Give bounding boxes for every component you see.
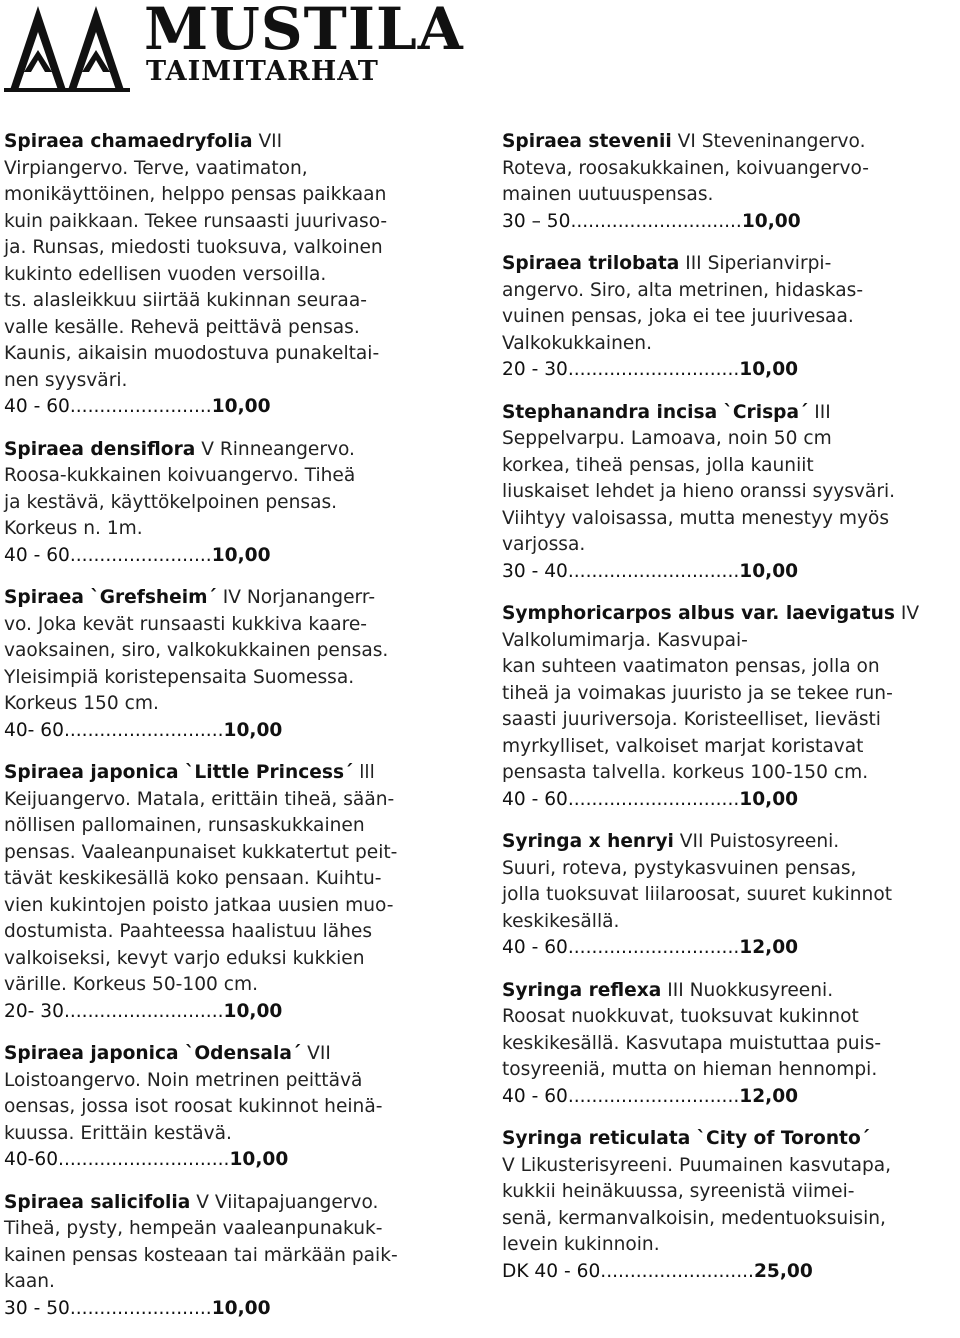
description-line: kan suhteen vaatimaton pensas, jolla on xyxy=(502,656,880,677)
description-line: oensas, jossa isot roosat kukinnot heinä- xyxy=(4,1096,383,1117)
entry-heading xyxy=(4,1041,456,1068)
description-line: nen syysväri. xyxy=(4,369,128,391)
plant-zone: IV Norjanangerr- xyxy=(222,587,376,608)
entry-heading xyxy=(502,251,954,278)
plant-zone: VII Puistosyreeni. xyxy=(679,831,840,852)
entry-heading xyxy=(502,829,954,856)
plant-zone: III Nuokkusyreeni. xyxy=(667,979,834,1001)
description-line: Loistoangervo. Noin metrinen peittävä xyxy=(4,1069,363,1091)
description-line: Tiheä, pysty, hempeän vaaleanpunakuk- xyxy=(4,1218,383,1239)
description-line: tosyreeniä, mutta on hieman hennompi. xyxy=(502,1059,878,1080)
plant-zone: VII xyxy=(258,131,283,152)
description-line: kainen pensas kosteaan tai märkään paik- xyxy=(4,1244,398,1266)
plant-entry xyxy=(502,129,954,235)
size-range: 30 – 50 xyxy=(502,210,571,232)
description-line: Yleisimpiä koristepensaita Suomessa. xyxy=(4,666,355,688)
description-line: saasti juuriversoja. Koristeelliset, lievästi xyxy=(502,709,881,730)
entry-heading xyxy=(502,400,954,427)
plant-name: Spiraea japonica `Little Princess´ xyxy=(4,762,354,783)
description-line: Suuri, roteva, pystykasvuinen pensas, xyxy=(502,857,857,879)
plant-name: Spiraea japonica `Odensala´ xyxy=(4,1043,302,1064)
plant-zone: III xyxy=(814,401,831,423)
description-line: V Likusterisyreeni. Puumainen kasvutapa, xyxy=(502,1154,892,1176)
logo-brand: MUSTILA xyxy=(144,0,464,63)
tree-pair-icon xyxy=(4,2,144,94)
leader-dots: ............................. xyxy=(567,560,740,582)
leader-dots: ............................. xyxy=(567,359,740,380)
description-line: pensas. Vaaleanpunaiset kukkatertut peit- xyxy=(4,841,398,863)
leader-dots: ............................. xyxy=(567,1085,740,1107)
description-line: Kaunis, aikaisin muodostuva punakeltai- xyxy=(4,343,380,364)
description-line: Roosat nuokkuvat, tuoksuvat kukinnot xyxy=(502,1006,859,1027)
price-row xyxy=(4,394,456,421)
price-row xyxy=(4,1147,456,1174)
plant-name: Stephanandra incisa `Crispa´ xyxy=(502,401,809,423)
plant-name: Syringa reticulata `City of Toronto´ xyxy=(502,1128,871,1149)
price-value: 12,00 xyxy=(739,1085,799,1107)
leader-dots: ............................. xyxy=(567,788,740,810)
size-range: 40 - 60 xyxy=(4,544,70,566)
entry-heading xyxy=(502,978,954,1005)
price-value: 10,00 xyxy=(223,719,283,741)
description-line: jolla tuoksuvat liilaroosat, suuret kukinnot xyxy=(502,884,892,905)
entry-heading xyxy=(4,129,456,156)
size-range: 30 - 40 xyxy=(502,560,568,582)
description-line: ja. Runsas, miedosti tuoksuva, valkoinen xyxy=(4,237,383,258)
entry-heading xyxy=(4,585,456,612)
plant-name: Symphoricarpos albus var. laevigatus xyxy=(502,603,895,624)
description-line: senä, kermanvalkoisin, medentuoksuisin, xyxy=(502,1207,886,1229)
left-column xyxy=(4,129,456,1338)
description-line: dostumista. Paahteessa haalistuu lähes xyxy=(4,921,373,942)
size-range: 20- 30 xyxy=(4,1000,64,1022)
description-line: vuinen pensas, joka ei tee juurivesaa. xyxy=(502,306,854,327)
plant-entry xyxy=(502,251,954,384)
leader-dots: ........................ xyxy=(69,396,212,417)
size-range: 40- 60 xyxy=(4,719,64,741)
plant-entry xyxy=(4,1041,456,1174)
size-range: 40-60 xyxy=(4,1149,59,1170)
description-line: vo. Joka kevät runsaasti kukkiva kaare- xyxy=(4,613,367,635)
price-value: 25,00 xyxy=(753,1260,813,1282)
description-line: kuussa. Erittäin kestävä. xyxy=(4,1122,232,1144)
price-row xyxy=(502,1084,954,1111)
leader-dots: ........................... xyxy=(63,1000,224,1022)
size-range: 40 - 60 xyxy=(502,1085,568,1107)
description-line: Roteva, roosakukkainen, koivuangervo- xyxy=(502,157,869,179)
description-line: Virpiangervo. Terve, vaatimaton, xyxy=(4,157,308,179)
plant-entry xyxy=(502,400,954,586)
entry-heading xyxy=(4,760,456,787)
price-row xyxy=(4,999,456,1026)
entry-heading xyxy=(502,601,954,654)
plant-name: Spiraea `Grefsheim´ xyxy=(4,587,217,608)
right-column xyxy=(502,129,954,1301)
plant-name: Spiraea stevenii xyxy=(502,131,672,152)
price-value: 10,00 xyxy=(211,544,271,566)
plant-name: Spiraea densiflora xyxy=(4,438,196,460)
size-range: 40 - 60 xyxy=(502,937,568,958)
description-line: liuskaiset lehdet ja hieno oranssi syysväri. xyxy=(502,481,896,502)
description-line: angervo. Siro, alta metrinen, hidaskas- xyxy=(502,279,864,301)
description-line: kukkii heinäkuussa, syreenistä viimei- xyxy=(502,1181,855,1202)
plant-entry xyxy=(4,1190,456,1323)
description-line: värille. Korkeus 50-100 cm. xyxy=(4,974,259,995)
description-line: ts. alasleikkuu siirtää kukinnan seuraa- xyxy=(4,290,367,311)
price-row xyxy=(4,718,456,745)
description-line: ja kestävä, käyttökelpoinen pensas. xyxy=(4,491,338,513)
description-line: vien kukintojen poisto jatkaa uusien muo- xyxy=(4,894,394,916)
description-line: pensasta talvella. korkeus 100-150 cm. xyxy=(502,762,869,783)
description-line: Seppelvarpu. Lamoava, noin 50 cm xyxy=(502,428,832,449)
price-value: 10,00 xyxy=(741,210,801,232)
logo-subtitle: TAIMITARHAT xyxy=(146,56,379,87)
plant-zone: IV Valkolumimarja. Kasvupai- xyxy=(502,603,920,651)
plant-entry xyxy=(502,601,954,813)
plant-zone: III Siperianvirpi- xyxy=(685,253,832,274)
plant-name: Spiraea trilobata xyxy=(502,253,680,274)
price-row xyxy=(502,787,954,814)
description-line: monikäyttöinen, helppo pensas paikkaan xyxy=(4,184,387,205)
plant-name: Spiraea salicifolia xyxy=(4,1191,191,1213)
entry-heading xyxy=(4,437,456,464)
description-line: Korkeus 150 cm. xyxy=(4,693,159,714)
price-value: 10,00 xyxy=(229,1149,289,1170)
leader-dots: ........................... xyxy=(63,719,224,741)
plant-entry xyxy=(502,829,954,962)
description-line: Valkokukkainen. xyxy=(502,332,652,354)
plant-entry xyxy=(4,437,456,570)
plant-zone: V Viitapajuangervo. xyxy=(196,1191,379,1213)
price-value: 10,00 xyxy=(739,359,799,380)
leader-dots: ............................. xyxy=(58,1149,230,1170)
description-line: varjossa. xyxy=(502,534,586,555)
plant-zone: V Rinneangervo. xyxy=(201,438,355,460)
description-line: keskikesällä. xyxy=(502,910,620,932)
price-row xyxy=(502,1259,954,1286)
entry-heading xyxy=(4,1190,456,1217)
leader-dots: ............................. xyxy=(570,210,742,232)
plant-zone: VII xyxy=(307,1043,331,1064)
description-line: tiheä ja voimakas juuristo ja se tekee run- xyxy=(502,682,893,704)
price-row xyxy=(502,559,954,586)
leader-dots: ............................. xyxy=(567,937,740,958)
price-value: 10,00 xyxy=(211,396,271,417)
size-range: 40 - 60 xyxy=(502,788,568,810)
mustila-logo xyxy=(4,0,464,94)
description-line: valkoiseksi, kevyt varjo eduksi kukkien xyxy=(4,947,365,969)
price-value: 10,00 xyxy=(223,1000,283,1022)
plant-name: Spiraea chamaedryfolia xyxy=(4,131,253,152)
description-line: vaoksainen, siro, valkokukkainen pensas. xyxy=(4,640,389,661)
leader-dots: .......................... xyxy=(600,1260,754,1282)
price-value: 10,00 xyxy=(211,1297,271,1319)
entry-heading xyxy=(502,129,954,156)
price-row xyxy=(502,935,954,962)
size-range: 20 - 30 xyxy=(502,359,568,380)
leader-dots: ........................ xyxy=(69,1297,212,1319)
description-line: nöllisen pallomainen, runsaskukkainen xyxy=(4,815,365,836)
description-line: myrkylliset, valkoiset marjat koristavat xyxy=(502,735,864,757)
description-line: kukinto edellisen vuoden versoilla. xyxy=(4,263,327,285)
description-line: keskikesällä. Kasvutapa muistuttaa puis- xyxy=(502,1032,882,1054)
plant-name: Syringa reflexa xyxy=(502,979,662,1001)
plant-zone: lll xyxy=(359,762,375,783)
description-line: kaan. xyxy=(4,1271,55,1292)
price-row xyxy=(4,543,456,570)
price-value: 10,00 xyxy=(739,560,799,582)
size-range: 30 - 50 xyxy=(4,1297,70,1319)
plant-entry xyxy=(502,1126,954,1285)
plant-entry xyxy=(4,760,456,1025)
price-value: 10,00 xyxy=(739,788,799,810)
plant-zone: VI Steveninangervo. xyxy=(677,131,866,152)
leader-dots: ........................ xyxy=(69,544,212,566)
description-line: Roosa-kukkainen koivuangervo. Tiheä xyxy=(4,465,356,486)
plant-name: Syringa x henryi xyxy=(502,831,674,852)
description-line: mainen uutuuspensas. xyxy=(502,184,714,205)
plant-entry xyxy=(4,585,456,744)
size-range: 40 - 60 xyxy=(4,396,70,417)
description-line: levein kukinnoin. xyxy=(502,1234,660,1255)
description-line: Keijuangervo. Matala, erittäin tiheä, sään- xyxy=(4,788,395,810)
description-line: Korkeus n. 1m. xyxy=(4,518,143,539)
plant-entry xyxy=(4,129,456,421)
description-line: Viihtyy valoisassa, mutta menestyy myös xyxy=(502,507,890,529)
price-row xyxy=(502,209,954,236)
entry-heading xyxy=(502,1126,954,1153)
description-line: kuin paikkaan. Tekee runsaasti juurivaso- xyxy=(4,210,388,232)
price-value: 12,00 xyxy=(739,937,799,958)
description-line: korkea, tiheä pensas, jolla kauniit xyxy=(502,454,814,476)
description-line: tävät keskikesällä koko pensaan. Kuihtu- xyxy=(4,868,382,889)
plant-entry xyxy=(502,978,954,1111)
description-line: valle kesälle. Rehevä peittävä pensas. xyxy=(4,316,360,338)
price-row xyxy=(4,1296,456,1323)
size-range: DK 40 - 60 xyxy=(502,1260,601,1282)
price-row xyxy=(502,357,954,384)
